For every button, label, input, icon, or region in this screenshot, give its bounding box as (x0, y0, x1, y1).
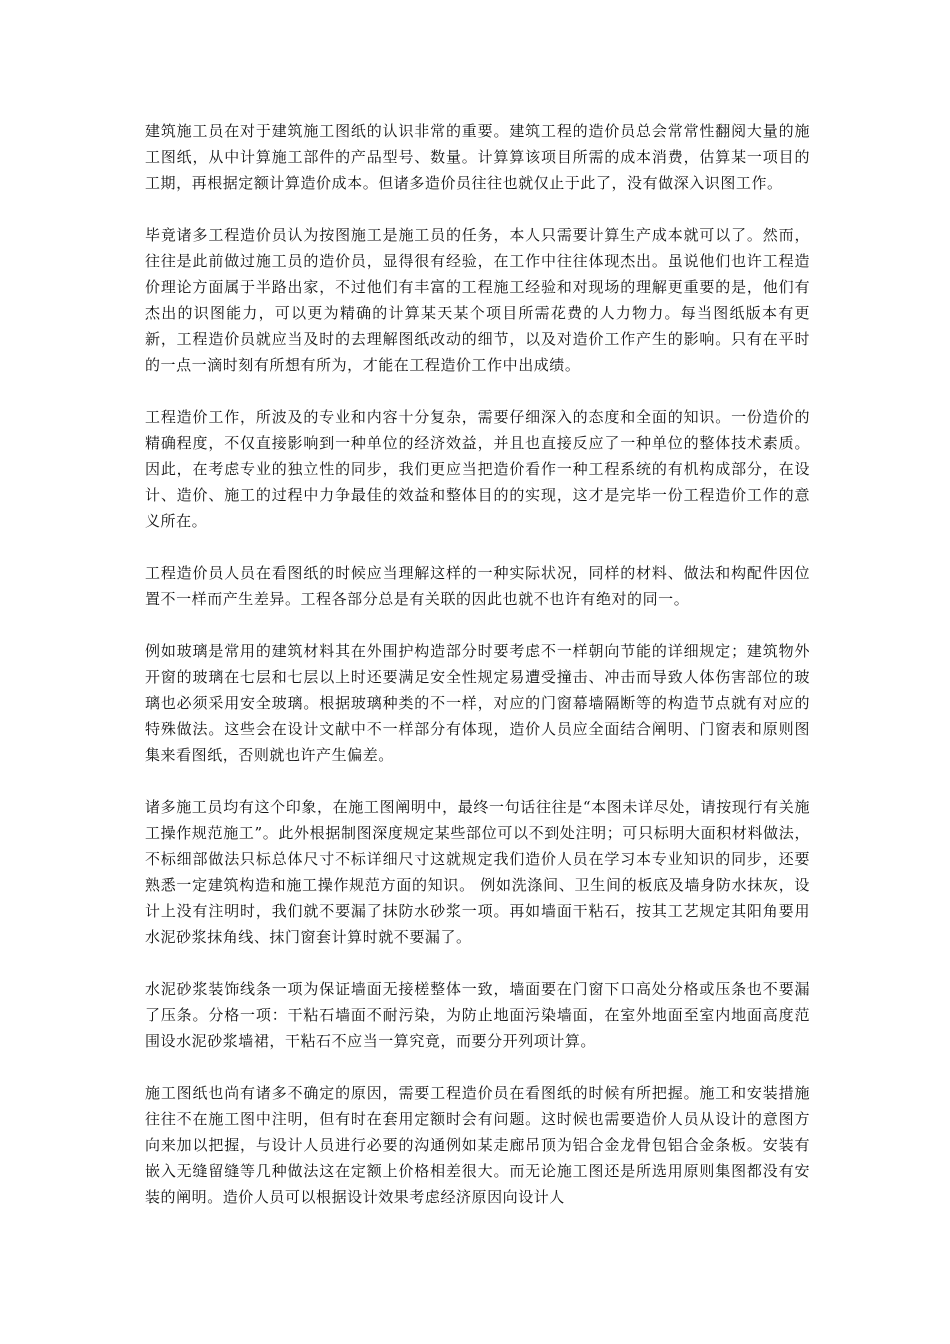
paragraph-8: 施工图纸也尚有诸多不确定的原因，需要工程造价员在看图纸的时候有所把握。施工和安装措施往往不在施工图中注明，但有时在套用定额时会有问题。这时候也需要造价人员从设计的意图方向来加以把握，与设计人员进行必要的沟通例如某走廊吊顶为铝合金龙骨包铝合金条板。安装有嵌入无缝留缝等几种做法这在定额上价格相差很大。而无论施工图还是所选用原则集图都没有安装的阐明。造价人员可以根据设计效果考虑经济原因向设计人 (145, 1084, 810, 1206)
paragraph-6: 诸多施工员均有这个印象，在施工图阐明中，最终一句话往往是“本图未详尽处，请按现行有关施工操作规范施工”。此外根据制图深度规定某些部位可以不到处注明；可只标明大面积材料做法，不标细部做法只标总体尺寸不标详细尺寸这就规定我们造价人员在学习本专业知识的同步，还要熟悉一定建筑构造和施工操作规范方面的知识。 例如洗涤间、卫生间的板底及墙身防水抹灰，设计上没有注明时，我们就不要漏了抹防水砂浆一项。再如墙面干粘石，按其工艺规定其阳角要用水泥砂浆抹角线、抹门窗套计算时就不要漏了。 (145, 798, 810, 946)
paragraph-3: 工程造价工作，所波及的专业和内容十分复杂，需要仔细深入的态度和全面的知识。一份造价的精确程度，不仅直接影响到一种单位的经济效益，并且也直接反应了一种单位的整体技术素质。因此，在考虑专业的独立性的同步，我们更应当把造价看作一种工程系统的有机构成部分，在设计、造价、施工的过程中力争最佳的效益和整体目的的实现，这才是完毕一份工程造价工作的意义所在。 (145, 408, 810, 530)
paragraph-4: 工程造价员人员在看图纸的时候应当理解这样的一种实际状况，同样的材料、做法和构配件因位置不一样而产生差异。工程各部分总是有关联的因此也就不也许有绝对的同一。 (145, 564, 810, 608)
paragraph-1: 建筑施工员在对于建筑施工图纸的认识非常的重要。建筑工程的造价员总会常常性翻阅大量的施工图纸，从中计算施工部件的产品型号、数量。计算算该项目所需的成本消费，估算某一项目的工期，再根据定额计算造价成本。但诸多造价员往往也就仅止于此了，没有做深入识图工作。 (145, 122, 810, 192)
paragraph-7: 水泥砂浆装饰线条一项为保证墙面无接槎整体一致，墙面要在门窗下口高处分格或压条也不要漏了压条。分格一项：干粘石墙面不耐污染，为防止地面污染墙面，在室外地面至室内地面高度范围设水泥砂浆墙裙，干粘石不应当一算究竟，而要分开列项计算。 (145, 980, 810, 1050)
paragraph-5: 例如玻璃是常用的建筑材料其在外围护构造部分时要考虑不一样朝向节能的详细规定；建筑物外开窗的玻璃在七层和七层以上时还要满足安全性规定易遭受撞击、冲击而导致人体伤害部位的玻璃也必须采用安全玻璃。根据玻璃种类的不一样，对应的门窗幕墙隔断等的构造节点就有对应的特殊做法。这些会在设计文献中不一样部分有体现，造价人员应全面结合阐明、门窗表和原则图集来看图纸，否则就也许产生偏差。 (145, 642, 810, 764)
document-body (145, 118, 810, 1236)
paragraph-2: 毕竟诸多工程造价员认为按图施工是施工员的任务，本人只需要计算生产成本就可以了。然而，往往是此前做过施工员的造价员，显得很有经验，在工作中往往体现杰出。虽说他们也许工程造价理论方面属于半路出家，不过他们有丰富的工程施工经验和对现场的理解更重要的是，他们有杰出的识图能力，可以更为精确的计算某天某个项目所需花费的人力物力。每当图纸版本有更新，工程造价员就应当及时的去理解图纸改动的细节，以及对造价工作产生的影响。只有在平时的一点一滴时刻有所想有所为，才能在工程造价工作中出成绩。 (145, 226, 810, 374)
